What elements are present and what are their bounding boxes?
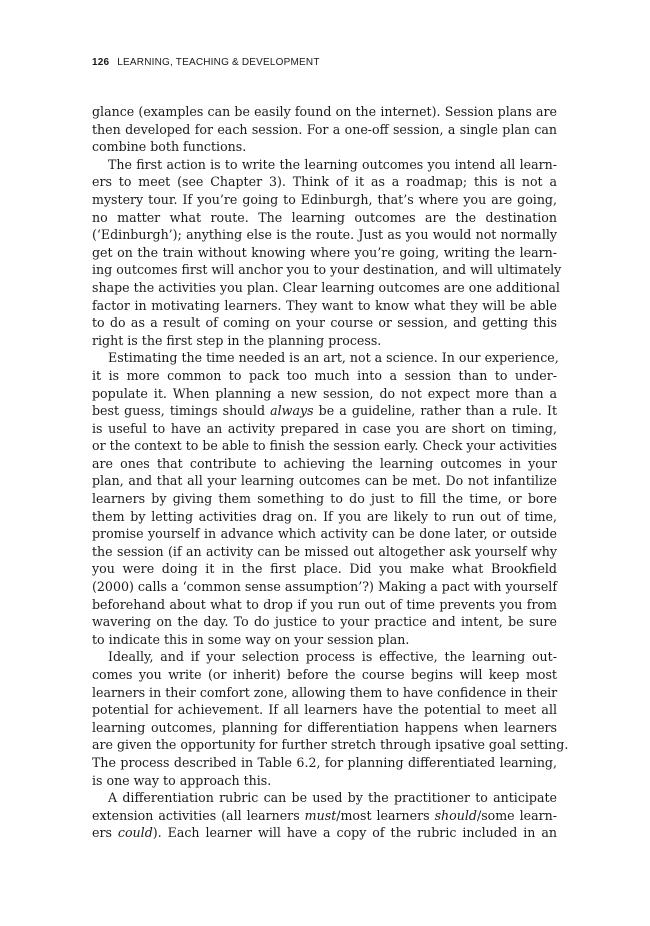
text-run: comes you write (or inherit) before the course begins will keep most bbox=[92, 667, 557, 682]
text-run: Estimating the time needed is an art, not a science. In our experience, bbox=[108, 350, 559, 366]
text-run: is useful to have an activity prepared in case you are short on timing, bbox=[92, 420, 557, 436]
text-line bbox=[92, 631, 557, 649]
text-line bbox=[92, 209, 557, 227]
text-run: ). Each learner will have a copy of the rubric included in an bbox=[152, 825, 557, 841]
text-line bbox=[92, 420, 557, 438]
text-run: The process described in Table 6.2, for planning differentiated learning, bbox=[92, 754, 557, 770]
text-line bbox=[92, 490, 557, 508]
text-run: beforehand about what to drop if you run out of time prevents you from bbox=[92, 596, 557, 612]
text-line bbox=[92, 402, 557, 420]
emphasis-text: must bbox=[304, 807, 337, 823]
text-run: are given the opportunity for further stretch through ipsative goal setting. bbox=[92, 737, 569, 753]
text-run: extension activities (all learners bbox=[92, 807, 305, 823]
text-run: right is the first step in the planning process. bbox=[92, 332, 382, 348]
text-run: get on the train without knowing where you’re going, writing the learn- bbox=[92, 244, 557, 260]
text-run: (2000) calls a ‘common sense assumption’?) Making a pact with yourself bbox=[92, 579, 557, 595]
text-run: potential for achievement. If all learners have the potential to meet all bbox=[92, 702, 557, 718]
text-line bbox=[92, 772, 557, 790]
text-run: best guess, timings should bbox=[92, 403, 271, 419]
text-line bbox=[92, 736, 569, 754]
page-number: 126 bbox=[92, 57, 110, 68]
text-run: (‘Edinburgh’); anything else is the route. Just as you would not normally bbox=[92, 227, 557, 243]
emphasis-text: could bbox=[117, 825, 153, 841]
text-line bbox=[92, 279, 560, 297]
text-run: ing outcomes first will anchor you to your destination, and will ultimately bbox=[92, 262, 562, 278]
text-run: ers bbox=[92, 825, 118, 841]
text-run: promise yourself in advance which activity can be done later, or outside bbox=[92, 526, 557, 542]
text-line bbox=[92, 508, 557, 526]
text-run: factor in motivating learners. They want to know what they will be able bbox=[92, 297, 557, 313]
text-line bbox=[92, 261, 562, 279]
text-run: then developed for each session. For a one-off session, a single plan can bbox=[92, 121, 557, 137]
text-run: The first action is to write the learning outcomes you intend all learn- bbox=[108, 156, 557, 172]
text-line bbox=[92, 244, 557, 262]
text-line bbox=[92, 578, 557, 596]
text-run: are ones that contribute to achieving the learning outcomes in your bbox=[92, 455, 557, 471]
text-run: it is more common to pack too much into a session than to under- bbox=[92, 367, 557, 383]
text-run: populate it. When planning a new session, do not expect more than a bbox=[92, 385, 557, 401]
text-run: shape the activities you plan. Clear learning outcomes are one additional bbox=[92, 279, 560, 295]
text-line bbox=[92, 807, 557, 825]
text-run: combine both functions. bbox=[92, 139, 247, 155]
text-line bbox=[92, 666, 557, 684]
emphasis-text: should bbox=[434, 807, 477, 823]
text-run: them by letting activities drag on. If you are likely to run out of time, bbox=[92, 508, 557, 524]
running-title: LEARNING, TEACHING & DEVELOPMENT bbox=[117, 57, 320, 68]
text-line bbox=[92, 103, 557, 121]
text-line bbox=[92, 701, 557, 719]
text-line bbox=[92, 789, 557, 807]
text-line bbox=[92, 226, 557, 244]
text-line bbox=[92, 367, 557, 385]
text-line bbox=[92, 138, 557, 156]
text-line bbox=[92, 173, 557, 191]
text-run: you were doing it in the first place. Did you make what Brookfield bbox=[92, 561, 557, 577]
text-run: the session (if an activity can be missed out altogether ask yourself why bbox=[92, 543, 557, 559]
text-run: plan, and that all your learning outcomes can be met. Do not infantilize bbox=[92, 473, 557, 489]
text-run: /some learn- bbox=[476, 807, 558, 823]
text-run: glance (examples can be easily found on the internet). Session plans are bbox=[92, 104, 557, 119]
text-line bbox=[92, 191, 557, 209]
emphasis-text: always bbox=[270, 403, 314, 419]
text-line bbox=[92, 648, 557, 666]
text-line bbox=[92, 297, 557, 315]
text-line bbox=[92, 349, 557, 367]
text-run: Ideally, and if your selection process is effective, the learning out- bbox=[108, 649, 557, 665]
text-line bbox=[92, 385, 557, 403]
text-run: be a guideline, rather than a rule. It bbox=[313, 403, 558, 419]
text-run: ers to meet (see Chapter 3). Think of it as a roadmap; this is not a bbox=[92, 174, 557, 190]
text-run: is one way to approach this. bbox=[92, 772, 272, 788]
text-run: mystery tour. If you’re going to Edinburgh, that’s where you are going, bbox=[92, 191, 557, 207]
text-line bbox=[92, 719, 557, 737]
text-line bbox=[92, 314, 557, 332]
text-line bbox=[92, 332, 557, 350]
text-line bbox=[92, 121, 557, 139]
text-run: or the context to be able to finish the session early. Check your activities bbox=[92, 438, 557, 454]
text-line bbox=[92, 754, 557, 772]
text-line bbox=[92, 472, 557, 490]
text-run: no matter what route. The learning outcomes are the destination bbox=[92, 209, 557, 225]
text-line bbox=[92, 613, 557, 631]
text-run: wavering on the day. To do justice to your practice and intent, be sure bbox=[92, 614, 557, 630]
text-line bbox=[92, 684, 557, 702]
text-run: learning outcomes, planning for differentiation happens when learners bbox=[92, 719, 557, 735]
text-line bbox=[92, 560, 557, 578]
text-run: learners by giving them something to do just to fill the time, or bore bbox=[92, 491, 557, 507]
text-line bbox=[92, 824, 557, 842]
body-text bbox=[92, 103, 569, 842]
text-run: /most learners bbox=[336, 807, 435, 823]
text-run: A differentiation rubric can be used by the practitioner to anticipate bbox=[108, 790, 557, 806]
text-line bbox=[92, 596, 557, 614]
text-run: to indicate this in some way on your session plan. bbox=[92, 631, 410, 647]
text-line bbox=[92, 156, 557, 174]
text-line bbox=[92, 543, 557, 561]
text-line bbox=[92, 455, 557, 473]
text-line bbox=[92, 437, 557, 455]
text-run: learners in their comfort zone, allowing them to have confidence in their bbox=[92, 684, 558, 700]
text-line bbox=[92, 525, 557, 543]
running-head bbox=[92, 57, 320, 68]
text-run: to do as a result of coming on your course or session, and getting this bbox=[92, 315, 557, 331]
